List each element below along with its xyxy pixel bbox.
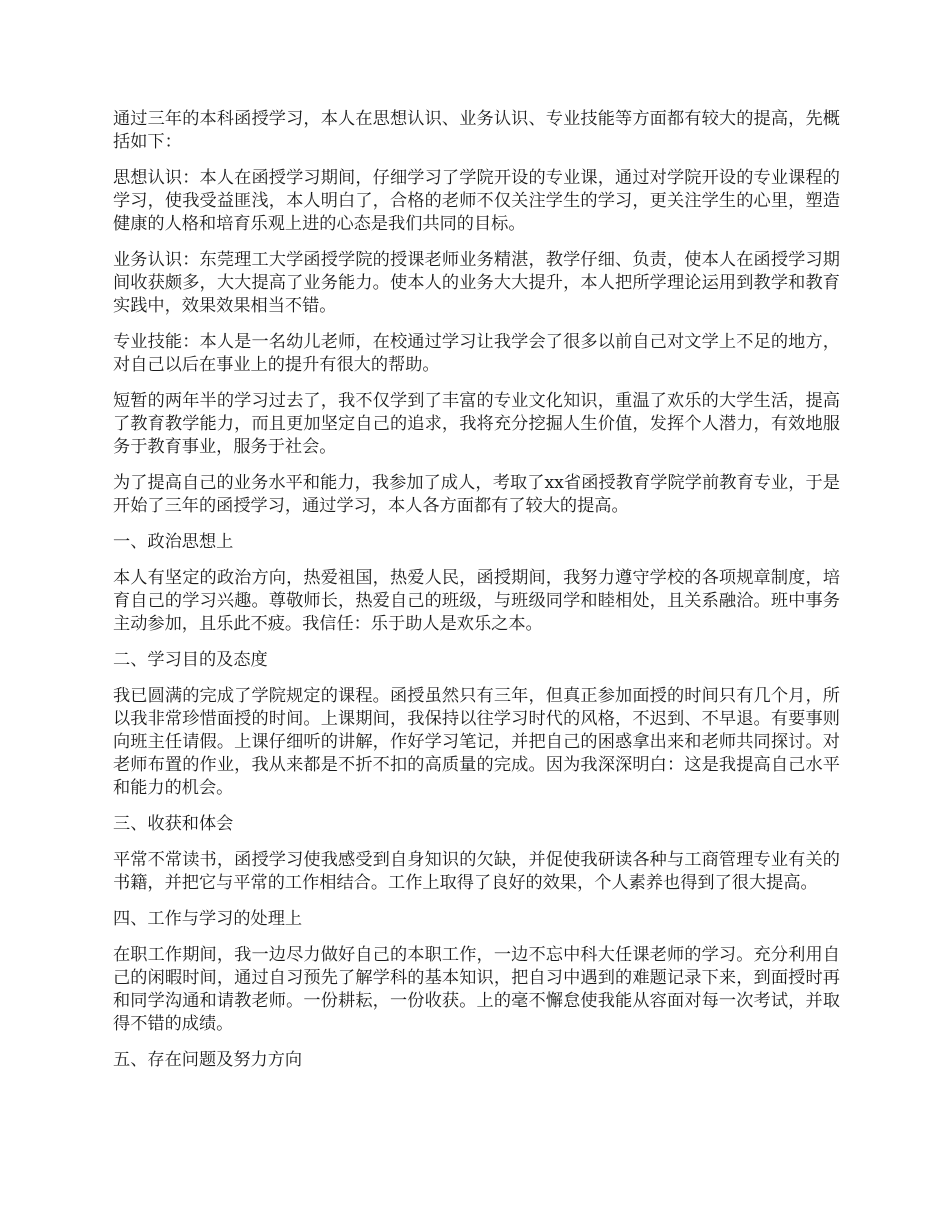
paragraph-business: 业务认识：东莞理工大学函授学院的授课老师业务精湛，教学仔细、负责，使本人在函授学习期间收获颇多，大大提高了业务能力。使本人的业务大大提升，本人把所学理论运用到教学和教育实践中，效果效果相当不错。: [113, 250, 840, 316]
section-heading-politics: 一、政治思想上: [113, 532, 234, 552]
paragraph-gains: 平常不常读书，函授学习使我感受到自身知识的欠缺，并促使我研读各种与工商管理专业有关的书籍，并把它与平常的工作相结合。工作上取得了良好的效果，个人素养也得到了很大提高。: [113, 850, 840, 893]
section-heading-problems: 五、存在问题及努力方向: [113, 1050, 303, 1070]
paragraph-work-study: 在职工作期间，我一边尽力做好自己的本职工作，一边不忘中科大任课老师的学习。充分利用自己的闲暇时间，通过自习预先了解学科的基本知识，把自习中遇到的难题记录下来，到面授时再和同学沟通和请教老师。一份耕耘，一份收获。上的毫不懈怠使我能从容面对每一次考试，并取得不错的成绩。: [113, 945, 840, 1034]
section-heading-work-study: 四、工作与学习的处理上: [113, 909, 303, 929]
paragraph-intro: 通过三年的本科函授学习，本人在思想认识、业务认识、专业技能等方面都有较大的提高，先概括如下：: [113, 109, 840, 152]
paragraph-enrollment: 为了提高自己的业务水平和能力，我参加了成人，考取了xx省函授教育学院学前教育专业，于是开始了三年的函授学习，通过学习，本人各方面都有了较大的提高。: [113, 473, 840, 516]
section-heading-attitude: 二、学习目的及态度: [113, 650, 268, 670]
document-body: [113, 108, 840, 1085]
paragraph-attitude: 我已圆满的完成了学院规定的课程。函授虽然只有三年，但真正参加面授的时间只有几个月，所以我非常珍惜面授的时间。上课期间，我保持以往学习时代的风格，不迟到、不早退。有要事则向班主任请假。上课仔细听的讲解，作好学习笔记，并把自己的困惑拿出来和老师共同探讨。对老师布置的作业，我从来都是不折不扣的高质量的完成。因为我深深明白：这是我提高自己水平和能力的机会。: [113, 686, 840, 798]
paragraph-ideology: 思想认识：本人在函授学习期间，仔细学习了学院开设的专业课，通过对学院开设的专业课程的学习，使我受益匪浅，本人明白了，合格的老师不仅关注学生的学习，更关注学生的心里，塑造健康的人格和培育乐观上进的心态是我们共同的目标。: [113, 168, 840, 234]
section-heading-gains: 三、收获和体会: [113, 814, 234, 834]
paragraph-skills: 专业技能：本人是一名幼儿老师，在校通过学习让我学会了很多以前自己对文学上不足的地方，对自己以后在事业上的提升有很大的帮助。: [113, 332, 840, 375]
paragraph-summary: 短暂的两年半的学习过去了，我不仅学到了丰富的专业文化知识，重温了欢乐的大学生活，提高了教育教学能力，而且更加坚定自己的追求，我将充分挖掘人生价值，发挥个人潜力，有效地服务于教育事业，服务于社会。: [113, 391, 840, 457]
paragraph-politics: 本人有坚定的政治方向，热爱祖国，热爱人民，函授期间，我努力遵守学校的各项规章制度，培育自己的学习兴趣。尊敬师长，热爱自己的班级，与班级同学和睦相处，且关系融洽。班中事务主动参加，且乐此不疲。我信任：乐于助人是欢乐之本。: [113, 568, 840, 634]
